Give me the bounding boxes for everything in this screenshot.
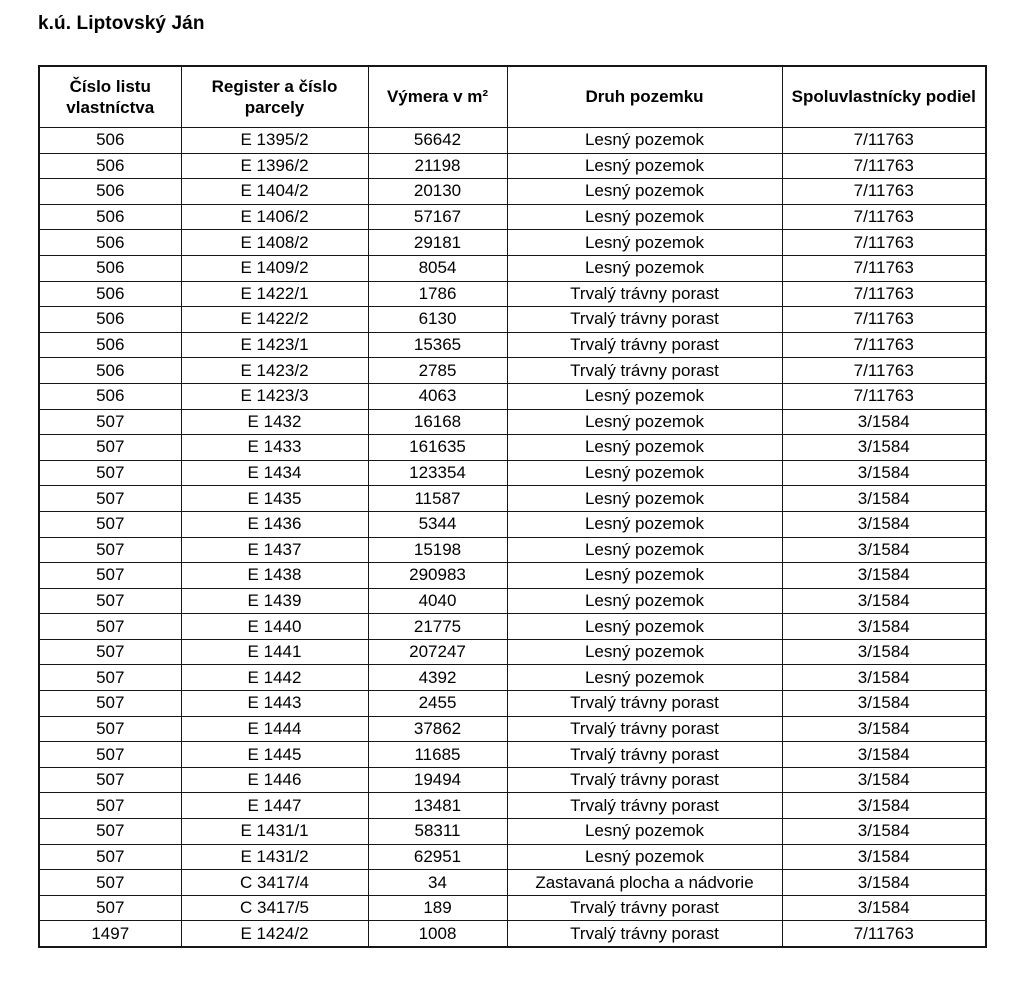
- table-row: [39, 588, 986, 614]
- cell-vymera: 15198: [368, 537, 507, 563]
- cell-druh-pozemku: Lesný pozemok: [507, 614, 782, 640]
- cell-spoluvlastnicky-podiel: 3/1584: [782, 691, 986, 717]
- cell-vymera: 4392: [368, 665, 507, 691]
- table-row: [39, 767, 986, 793]
- cell-vymera: 290983: [368, 563, 507, 589]
- cell-vymera: 8054: [368, 255, 507, 281]
- cell-cislo-listu-vlastnictva: 507: [39, 511, 181, 537]
- cell-register-a-cislo-parcely: E 1434: [181, 460, 368, 486]
- cell-cislo-listu-vlastnictva: 506: [39, 230, 181, 256]
- cell-register-a-cislo-parcely: E 1423/1: [181, 332, 368, 358]
- cell-cislo-listu-vlastnictva: 506: [39, 307, 181, 333]
- cell-vymera: 123354: [368, 460, 507, 486]
- cell-spoluvlastnicky-podiel: 7/11763: [782, 179, 986, 205]
- cell-cislo-listu-vlastnictva: 507: [39, 639, 181, 665]
- cell-vymera: 1008: [368, 921, 507, 947]
- table-row: [39, 128, 986, 154]
- cell-vymera: 189: [368, 895, 507, 921]
- cell-spoluvlastnicky-podiel: 7/11763: [782, 153, 986, 179]
- cell-druh-pozemku: Trvalý trávny porast: [507, 281, 782, 307]
- cell-cislo-listu-vlastnictva: 507: [39, 665, 181, 691]
- cell-spoluvlastnicky-podiel: 7/11763: [782, 281, 986, 307]
- cell-register-a-cislo-parcely: E 1431/1: [181, 819, 368, 845]
- cell-cislo-listu-vlastnictva: 506: [39, 153, 181, 179]
- cell-spoluvlastnicky-podiel: 3/1584: [782, 460, 986, 486]
- cell-spoluvlastnicky-podiel: 3/1584: [782, 588, 986, 614]
- cell-register-a-cislo-parcely: C 3417/5: [181, 895, 368, 921]
- cell-register-a-cislo-parcely: E 1396/2: [181, 153, 368, 179]
- table-row: [39, 511, 986, 537]
- cell-spoluvlastnicky-podiel: 7/11763: [782, 128, 986, 154]
- cell-cislo-listu-vlastnictva: 507: [39, 870, 181, 896]
- cell-spoluvlastnicky-podiel: 7/11763: [782, 921, 986, 947]
- cell-spoluvlastnicky-podiel: 3/1584: [782, 435, 986, 461]
- cell-cislo-listu-vlastnictva: 507: [39, 691, 181, 717]
- table-row: [39, 691, 986, 717]
- cell-cislo-listu-vlastnictva: 507: [39, 460, 181, 486]
- cell-druh-pozemku: Lesný pozemok: [507, 511, 782, 537]
- cell-druh-pozemku: Lesný pozemok: [507, 563, 782, 589]
- cell-register-a-cislo-parcely: E 1439: [181, 588, 368, 614]
- cell-druh-pozemku: Lesný pozemok: [507, 486, 782, 512]
- table-row: [39, 179, 986, 205]
- cell-vymera: 2455: [368, 691, 507, 717]
- cell-spoluvlastnicky-podiel: 3/1584: [782, 819, 986, 845]
- cell-druh-pozemku: Lesný pozemok: [507, 128, 782, 154]
- cell-vymera: 21198: [368, 153, 507, 179]
- cell-druh-pozemku: Trvalý trávny porast: [507, 332, 782, 358]
- cell-vymera: 13481: [368, 793, 507, 819]
- cell-druh-pozemku: Trvalý trávny porast: [507, 921, 782, 947]
- cell-register-a-cislo-parcely: E 1444: [181, 716, 368, 742]
- cell-vymera: 6130: [368, 307, 507, 333]
- cell-register-a-cislo-parcely: E 1443: [181, 691, 368, 717]
- cell-register-a-cislo-parcely: E 1431/2: [181, 844, 368, 870]
- cell-cislo-listu-vlastnictva: 507: [39, 563, 181, 589]
- table-row: [39, 742, 986, 768]
- cell-druh-pozemku: Lesný pozemok: [507, 665, 782, 691]
- table-row: [39, 844, 986, 870]
- cell-spoluvlastnicky-podiel: 3/1584: [782, 742, 986, 768]
- cell-cislo-listu-vlastnictva: 506: [39, 383, 181, 409]
- cell-register-a-cislo-parcely: E 1437: [181, 537, 368, 563]
- cell-cislo-listu-vlastnictva: 506: [39, 179, 181, 205]
- table-header: [39, 66, 986, 128]
- cell-druh-pozemku: Zastavaná plocha a nádvorie: [507, 870, 782, 896]
- table-row: [39, 153, 986, 179]
- cell-register-a-cislo-parcely: E 1404/2: [181, 179, 368, 205]
- cell-spoluvlastnicky-podiel: 3/1584: [782, 793, 986, 819]
- cell-spoluvlastnicky-podiel: 3/1584: [782, 844, 986, 870]
- table-row: [39, 614, 986, 640]
- cell-register-a-cislo-parcely: E 1424/2: [181, 921, 368, 947]
- cell-register-a-cislo-parcely: E 1408/2: [181, 230, 368, 256]
- cell-spoluvlastnicky-podiel: 7/11763: [782, 255, 986, 281]
- table-row: [39, 409, 986, 435]
- cell-vymera: 29181: [368, 230, 507, 256]
- table-row: [39, 255, 986, 281]
- cell-register-a-cislo-parcely: E 1438: [181, 563, 368, 589]
- cell-spoluvlastnicky-podiel: 3/1584: [782, 537, 986, 563]
- cell-cislo-listu-vlastnictva: 507: [39, 793, 181, 819]
- cell-cislo-listu-vlastnictva: 507: [39, 895, 181, 921]
- table-body: [39, 128, 986, 948]
- cell-spoluvlastnicky-podiel: 7/11763: [782, 383, 986, 409]
- cell-cislo-listu-vlastnictva: 507: [39, 486, 181, 512]
- table-row: [39, 563, 986, 589]
- cell-cislo-listu-vlastnictva: 507: [39, 767, 181, 793]
- table-row: [39, 358, 986, 384]
- cell-vymera: 2785: [368, 358, 507, 384]
- cell-register-a-cislo-parcely: E 1441: [181, 639, 368, 665]
- table-row: [39, 537, 986, 563]
- cell-register-a-cislo-parcely: E 1442: [181, 665, 368, 691]
- cell-vymera: 11587: [368, 486, 507, 512]
- cell-cislo-listu-vlastnictva: 507: [39, 435, 181, 461]
- cell-druh-pozemku: Lesný pozemok: [507, 844, 782, 870]
- cell-spoluvlastnicky-podiel: 7/11763: [782, 307, 986, 333]
- cell-vymera: 161635: [368, 435, 507, 461]
- cell-vymera: 5344: [368, 511, 507, 537]
- cell-druh-pozemku: Lesný pozemok: [507, 639, 782, 665]
- cell-register-a-cislo-parcely: E 1436: [181, 511, 368, 537]
- cell-register-a-cislo-parcely: E 1445: [181, 742, 368, 768]
- header-cislo-listu-vlastnictva: Číslo listu vlastníctva: [39, 66, 181, 128]
- cell-druh-pozemku: Lesný pozemok: [507, 460, 782, 486]
- cell-register-a-cislo-parcely: E 1423/3: [181, 383, 368, 409]
- cell-spoluvlastnicky-podiel: 3/1584: [782, 563, 986, 589]
- cell-vymera: 11685: [368, 742, 507, 768]
- cell-vymera: 4063: [368, 383, 507, 409]
- cell-druh-pozemku: Trvalý trávny porast: [507, 742, 782, 768]
- cell-spoluvlastnicky-podiel: 3/1584: [782, 767, 986, 793]
- cell-vymera: 1786: [368, 281, 507, 307]
- table-row: [39, 870, 986, 896]
- table-row: [39, 230, 986, 256]
- cell-druh-pozemku: Trvalý trávny porast: [507, 716, 782, 742]
- cell-spoluvlastnicky-podiel: 3/1584: [782, 665, 986, 691]
- cell-vymera: 37862: [368, 716, 507, 742]
- cell-vymera: 62951: [368, 844, 507, 870]
- cell-vymera: 207247: [368, 639, 507, 665]
- cell-vymera: 56642: [368, 128, 507, 154]
- cell-spoluvlastnicky-podiel: 7/11763: [782, 230, 986, 256]
- table-row: [39, 716, 986, 742]
- table-row: [39, 307, 986, 333]
- parcel-table: [38, 65, 987, 948]
- table-row: [39, 819, 986, 845]
- page-title: k.ú. Liptovský Ján: [38, 13, 205, 34]
- header-vymera: Výmera v m²: [368, 66, 507, 128]
- table-row: [39, 639, 986, 665]
- cell-spoluvlastnicky-podiel: 3/1584: [782, 716, 986, 742]
- cell-register-a-cislo-parcely: E 1395/2: [181, 128, 368, 154]
- cell-vymera: 57167: [368, 204, 507, 230]
- cell-cislo-listu-vlastnictva: 507: [39, 716, 181, 742]
- cell-druh-pozemku: Trvalý trávny porast: [507, 691, 782, 717]
- cell-register-a-cislo-parcely: E 1409/2: [181, 255, 368, 281]
- cell-register-a-cislo-parcely: E 1446: [181, 767, 368, 793]
- cell-register-a-cislo-parcely: E 1433: [181, 435, 368, 461]
- cell-cislo-listu-vlastnictva: 507: [39, 614, 181, 640]
- cell-register-a-cislo-parcely: E 1423/2: [181, 358, 368, 384]
- cell-druh-pozemku: Trvalý trávny porast: [507, 793, 782, 819]
- cell-spoluvlastnicky-podiel: 3/1584: [782, 511, 986, 537]
- cell-spoluvlastnicky-podiel: 3/1584: [782, 614, 986, 640]
- table-row: [39, 281, 986, 307]
- cell-vymera: 19494: [368, 767, 507, 793]
- table-row: [39, 460, 986, 486]
- cell-vymera: 15365: [368, 332, 507, 358]
- cell-cislo-listu-vlastnictva: 507: [39, 844, 181, 870]
- cell-cislo-listu-vlastnictva: 506: [39, 281, 181, 307]
- table-row: [39, 665, 986, 691]
- cell-druh-pozemku: Trvalý trávny porast: [507, 358, 782, 384]
- header-register-a-cislo-parcely: Register a číslo parcely: [181, 66, 368, 128]
- table-row: [39, 486, 986, 512]
- cell-register-a-cislo-parcely: E 1432: [181, 409, 368, 435]
- cell-druh-pozemku: Lesný pozemok: [507, 255, 782, 281]
- header-spoluvlastnicky-podiel: Spoluvlastnícky podiel: [782, 66, 986, 128]
- cell-cislo-listu-vlastnictva: 507: [39, 742, 181, 768]
- cell-druh-pozemku: Lesný pozemok: [507, 588, 782, 614]
- cell-cislo-listu-vlastnictva: 507: [39, 409, 181, 435]
- cell-druh-pozemku: Lesný pozemok: [507, 435, 782, 461]
- cell-vymera: 58311: [368, 819, 507, 845]
- cell-register-a-cislo-parcely: E 1422/2: [181, 307, 368, 333]
- cell-druh-pozemku: Lesný pozemok: [507, 230, 782, 256]
- cell-vymera: 4040: [368, 588, 507, 614]
- table-row: [39, 383, 986, 409]
- table-row: [39, 204, 986, 230]
- cell-cislo-listu-vlastnictva: 506: [39, 204, 181, 230]
- cell-register-a-cislo-parcely: E 1422/1: [181, 281, 368, 307]
- table-row: [39, 895, 986, 921]
- cell-spoluvlastnicky-podiel: 7/11763: [782, 358, 986, 384]
- cell-cislo-listu-vlastnictva: 506: [39, 128, 181, 154]
- cell-druh-pozemku: Trvalý trávny porast: [507, 307, 782, 333]
- cell-cislo-listu-vlastnictva: 506: [39, 255, 181, 281]
- cell-spoluvlastnicky-podiel: 3/1584: [782, 486, 986, 512]
- cell-druh-pozemku: Trvalý trávny porast: [507, 767, 782, 793]
- table-row: [39, 793, 986, 819]
- cell-spoluvlastnicky-podiel: 3/1584: [782, 409, 986, 435]
- cell-druh-pozemku: Lesný pozemok: [507, 819, 782, 845]
- cell-spoluvlastnicky-podiel: 7/11763: [782, 332, 986, 358]
- cell-vymera: 34: [368, 870, 507, 896]
- cell-vymera: 16168: [368, 409, 507, 435]
- cell-cislo-listu-vlastnictva: 507: [39, 819, 181, 845]
- cell-spoluvlastnicky-podiel: 3/1584: [782, 639, 986, 665]
- cell-druh-pozemku: Lesný pozemok: [507, 383, 782, 409]
- table-row: [39, 921, 986, 947]
- cell-cislo-listu-vlastnictva: 507: [39, 588, 181, 614]
- cell-register-a-cislo-parcely: E 1435: [181, 486, 368, 512]
- cell-spoluvlastnicky-podiel: 3/1584: [782, 870, 986, 896]
- header-druh-pozemku: Druh pozemku: [507, 66, 782, 128]
- cell-spoluvlastnicky-podiel: 3/1584: [782, 895, 986, 921]
- cell-druh-pozemku: Lesný pozemok: [507, 537, 782, 563]
- table-row: [39, 435, 986, 461]
- header-row: [39, 66, 986, 128]
- cell-druh-pozemku: Lesný pozemok: [507, 204, 782, 230]
- table-row: [39, 332, 986, 358]
- cell-spoluvlastnicky-podiel: 7/11763: [782, 204, 986, 230]
- cell-cislo-listu-vlastnictva: 506: [39, 358, 181, 384]
- cell-druh-pozemku: Lesný pozemok: [507, 153, 782, 179]
- cell-register-a-cislo-parcely: C 3417/4: [181, 870, 368, 896]
- cell-register-a-cislo-parcely: E 1447: [181, 793, 368, 819]
- cell-druh-pozemku: Lesný pozemok: [507, 409, 782, 435]
- cell-cislo-listu-vlastnictva: 507: [39, 537, 181, 563]
- cell-vymera: 21775: [368, 614, 507, 640]
- cell-cislo-listu-vlastnictva: 506: [39, 332, 181, 358]
- cell-druh-pozemku: Trvalý trávny porast: [507, 895, 782, 921]
- cell-vymera: 20130: [368, 179, 507, 205]
- cell-register-a-cislo-parcely: E 1440: [181, 614, 368, 640]
- cell-register-a-cislo-parcely: E 1406/2: [181, 204, 368, 230]
- cell-cislo-listu-vlastnictva: 1497: [39, 921, 181, 947]
- cell-druh-pozemku: Lesný pozemok: [507, 179, 782, 205]
